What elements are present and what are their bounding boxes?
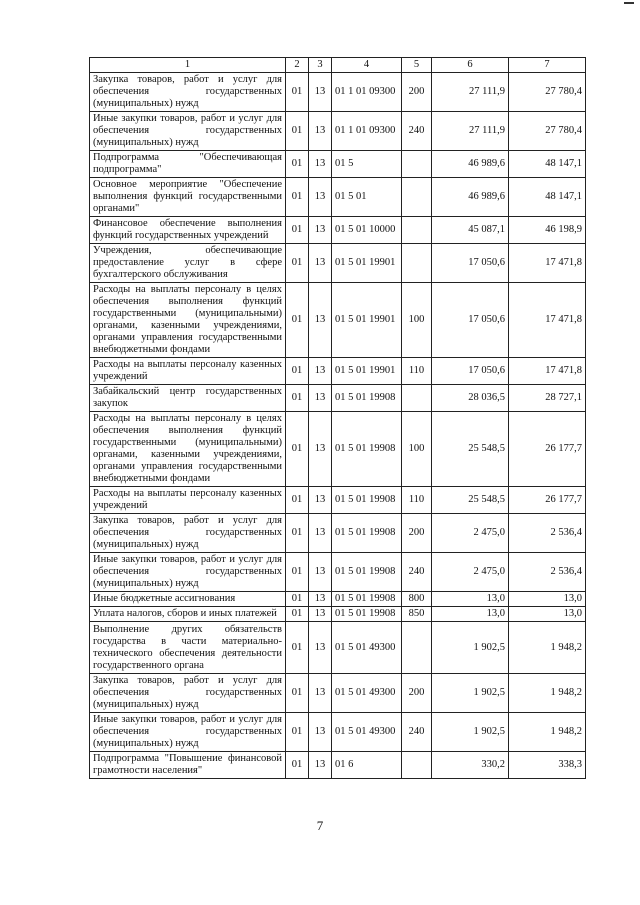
table-row: [90, 752, 586, 779]
table-row: [90, 622, 586, 674]
section-code-cell: 01: [286, 358, 309, 385]
amount-year2-cell: 48 147,1: [509, 151, 586, 178]
amount-year1-cell: 17 050,6: [432, 358, 509, 385]
subsection-code-cell: 13: [309, 592, 332, 607]
subsection-code-cell: 13: [309, 178, 332, 217]
amount-year1-cell: 46 989,6: [432, 178, 509, 217]
amount-year2-cell: 28 727,1: [509, 385, 586, 412]
target-article-cell: 01 5 01: [332, 178, 402, 217]
table-row: [90, 713, 586, 752]
amount-year2-cell: 46 198,9: [509, 217, 586, 244]
row-name-cell: Закупка товаров, работ и услуг для обеспечения государственных (муниципальных) нужд: [90, 73, 286, 112]
amount-year2-cell: 17 471,8: [509, 244, 586, 283]
amount-year1-cell: 13,0: [432, 592, 509, 607]
expense-type-cell: 100: [402, 283, 432, 358]
subsection-code-cell: 13: [309, 752, 332, 779]
target-article-cell: 01 5 01 49300: [332, 674, 402, 713]
amount-year2-cell: 2 536,4: [509, 553, 586, 592]
subsection-code-cell: 13: [309, 622, 332, 674]
table-row: [90, 514, 586, 553]
table-row: [90, 385, 586, 412]
subsection-code-cell: 13: [309, 607, 332, 622]
amount-year2-cell: 1 948,2: [509, 622, 586, 674]
subsection-code-cell: 13: [309, 244, 332, 283]
table-row: [90, 592, 586, 607]
column-header: 3: [309, 58, 332, 73]
table-row: [90, 112, 586, 151]
target-article-cell: 01 5 01 49300: [332, 713, 402, 752]
expense-type-cell: 110: [402, 487, 432, 514]
target-article-cell: 01 1 01 09300: [332, 112, 402, 151]
amount-year2-cell: 17 471,8: [509, 358, 586, 385]
table-row: [90, 73, 586, 112]
section-code-cell: 01: [286, 713, 309, 752]
row-name-cell: Закупка товаров, работ и услуг для обеспечения государственных (муниципальных) нужд: [90, 514, 286, 553]
row-name-cell: Учреждения, обеспечивающие предоставление услуг в сфере бухгалтерского обслуживания: [90, 244, 286, 283]
row-name-cell: Иные закупки товаров, работ и услуг для обеспечения государственных (муниципальных) нужд: [90, 713, 286, 752]
section-code-cell: 01: [286, 73, 309, 112]
subsection-code-cell: 13: [309, 151, 332, 178]
corner-mark: [624, 2, 634, 4]
target-article-cell: 01 5 01 10000: [332, 217, 402, 244]
amount-year2-cell: 338,3: [509, 752, 586, 779]
target-article-cell: 01 5: [332, 151, 402, 178]
column-header: 4: [332, 58, 402, 73]
amount-year1-cell: 1 902,5: [432, 713, 509, 752]
section-code-cell: 01: [286, 412, 309, 487]
budget-table: [89, 57, 586, 779]
subsection-code-cell: 13: [309, 112, 332, 151]
subsection-code-cell: 13: [309, 385, 332, 412]
amount-year2-cell: 27 780,4: [509, 73, 586, 112]
table-row: [90, 487, 586, 514]
table-header-row: [90, 58, 586, 73]
row-name-cell: Иные бюджетные ассигнования: [90, 592, 286, 607]
target-article-cell: 01 5 01 19908: [332, 412, 402, 487]
target-article-cell: 01 5 01 49300: [332, 622, 402, 674]
expense-type-cell: 200: [402, 73, 432, 112]
amount-year1-cell: 17 050,6: [432, 283, 509, 358]
target-article-cell: 01 5 01 19908: [332, 385, 402, 412]
subsection-code-cell: 13: [309, 358, 332, 385]
expense-type-cell: 240: [402, 112, 432, 151]
target-article-cell: 01 5 01 19908: [332, 553, 402, 592]
table-row: [90, 151, 586, 178]
amount-year2-cell: 26 177,7: [509, 412, 586, 487]
amount-year1-cell: 27 111,9: [432, 73, 509, 112]
section-code-cell: 01: [286, 607, 309, 622]
row-name-cell: Расходы на выплаты персоналу казенных учреждений: [90, 358, 286, 385]
section-code-cell: 01: [286, 514, 309, 553]
section-code-cell: 01: [286, 553, 309, 592]
expense-type-cell: [402, 244, 432, 283]
page-number: 7: [316, 818, 324, 833]
subsection-code-cell: 13: [309, 412, 332, 487]
table-row: [90, 244, 586, 283]
table-row: [90, 607, 586, 622]
row-name-cell: Уплата налогов, сборов и иных платежей: [90, 607, 286, 622]
amount-year2-cell: 26 177,7: [509, 487, 586, 514]
expense-type-cell: 110: [402, 358, 432, 385]
section-code-cell: 01: [286, 592, 309, 607]
amount-year2-cell: 13,0: [509, 607, 586, 622]
section-code-cell: 01: [286, 385, 309, 412]
subsection-code-cell: 13: [309, 514, 332, 553]
row-name-cell: Иные закупки товаров, работ и услуг для обеспечения государственных (муниципальных) нужд: [90, 553, 286, 592]
row-name-cell: Основное мероприятие "Обеспечение выполнения функций государственными органами": [90, 178, 286, 217]
row-name-cell: Финансовое обеспечение выполнения функций государственных учреждений: [90, 217, 286, 244]
expense-type-cell: [402, 752, 432, 779]
expense-type-cell: 800: [402, 592, 432, 607]
subsection-code-cell: 13: [309, 553, 332, 592]
subsection-code-cell: 13: [309, 73, 332, 112]
expense-type-cell: [402, 217, 432, 244]
target-article-cell: 01 1 01 09300: [332, 73, 402, 112]
expense-type-cell: [402, 151, 432, 178]
row-name-cell: Расходы на выплаты персоналу казенных учреждений: [90, 487, 286, 514]
expense-type-cell: 240: [402, 553, 432, 592]
section-code-cell: 01: [286, 487, 309, 514]
row-name-cell: Закупка товаров, работ и услуг для обеспечения государственных (муниципальных) нужд: [90, 674, 286, 713]
expense-type-cell: 200: [402, 674, 432, 713]
amount-year1-cell: 17 050,6: [432, 244, 509, 283]
section-code-cell: 01: [286, 752, 309, 779]
table-row: [90, 283, 586, 358]
amount-year1-cell: 28 036,5: [432, 385, 509, 412]
expense-type-cell: 200: [402, 514, 432, 553]
amount-year1-cell: 1 902,5: [432, 674, 509, 713]
amount-year2-cell: 1 948,2: [509, 713, 586, 752]
row-name-cell: Расходы на выплаты персоналу в целях обеспечения выполнения функций государственными (муниципальными) органами, казенными учреждениями, органами управления государственными внебюджетными фондами: [90, 412, 286, 487]
section-code-cell: 01: [286, 151, 309, 178]
amount-year2-cell: 2 536,4: [509, 514, 586, 553]
amount-year1-cell: 2 475,0: [432, 553, 509, 592]
table-row: [90, 178, 586, 217]
expense-type-cell: 850: [402, 607, 432, 622]
table-row: [90, 412, 586, 487]
section-code-cell: 01: [286, 112, 309, 151]
column-header: 1: [90, 58, 286, 73]
target-article-cell: 01 5 01 19908: [332, 487, 402, 514]
section-code-cell: 01: [286, 244, 309, 283]
section-code-cell: 01: [286, 283, 309, 358]
row-name-cell: Иные закупки товаров, работ и услуг для обеспечения государственных (муниципальных) нужд: [90, 112, 286, 151]
amount-year2-cell: 13,0: [509, 592, 586, 607]
target-article-cell: 01 5 01 19908: [332, 592, 402, 607]
target-article-cell: 01 5 01 19901: [332, 244, 402, 283]
amount-year2-cell: 17 471,8: [509, 283, 586, 358]
amount-year1-cell: 25 548,5: [432, 412, 509, 487]
expense-type-cell: 100: [402, 412, 432, 487]
amount-year1-cell: 2 475,0: [432, 514, 509, 553]
amount-year1-cell: 13,0: [432, 607, 509, 622]
row-name-cell: Подпрограмма "Обеспечивающая подпрограмма": [90, 151, 286, 178]
row-name-cell: Выполнение других обязательств государства в части материально-технического обеспечения деятельности государственного органа: [90, 622, 286, 674]
column-header: 2: [286, 58, 309, 73]
expense-type-cell: [402, 622, 432, 674]
amount-year2-cell: 48 147,1: [509, 178, 586, 217]
column-header: 5: [402, 58, 432, 73]
row-name-cell: Забайкальский центр государственных закупок: [90, 385, 286, 412]
target-article-cell: 01 6: [332, 752, 402, 779]
column-header: 7: [509, 58, 586, 73]
amount-year2-cell: 27 780,4: [509, 112, 586, 151]
row-name-cell: Расходы на выплаты персоналу в целях обеспечения выполнения функций государственными (муниципальными) органами, казенными учреждениями, органами управления государственными внебюджетными фондами: [90, 283, 286, 358]
target-article-cell: 01 5 01 19908: [332, 514, 402, 553]
subsection-code-cell: 13: [309, 487, 332, 514]
target-article-cell: 01 5 01 19901: [332, 358, 402, 385]
row-name-cell: Подпрограмма "Повышение финансовой грамотности населения": [90, 752, 286, 779]
amount-year1-cell: 45 087,1: [432, 217, 509, 244]
subsection-code-cell: 13: [309, 713, 332, 752]
amount-year1-cell: 330,2: [432, 752, 509, 779]
table-row: [90, 553, 586, 592]
expense-type-cell: 240: [402, 713, 432, 752]
column-header: 6: [432, 58, 509, 73]
amount-year1-cell: 46 989,6: [432, 151, 509, 178]
expense-type-cell: [402, 385, 432, 412]
table-row: [90, 217, 586, 244]
section-code-cell: 01: [286, 622, 309, 674]
target-article-cell: 01 5 01 19901: [332, 283, 402, 358]
amount-year1-cell: 25 548,5: [432, 487, 509, 514]
amount-year1-cell: 1 902,5: [432, 622, 509, 674]
table-row: [90, 674, 586, 713]
section-code-cell: 01: [286, 217, 309, 244]
amount-year1-cell: 27 111,9: [432, 112, 509, 151]
subsection-code-cell: 13: [309, 283, 332, 358]
table-row: [90, 358, 586, 385]
subsection-code-cell: 13: [309, 217, 332, 244]
expense-type-cell: [402, 178, 432, 217]
section-code-cell: 01: [286, 674, 309, 713]
section-code-cell: 01: [286, 178, 309, 217]
subsection-code-cell: 13: [309, 674, 332, 713]
amount-year2-cell: 1 948,2: [509, 674, 586, 713]
target-article-cell: 01 5 01 19908: [332, 607, 402, 622]
